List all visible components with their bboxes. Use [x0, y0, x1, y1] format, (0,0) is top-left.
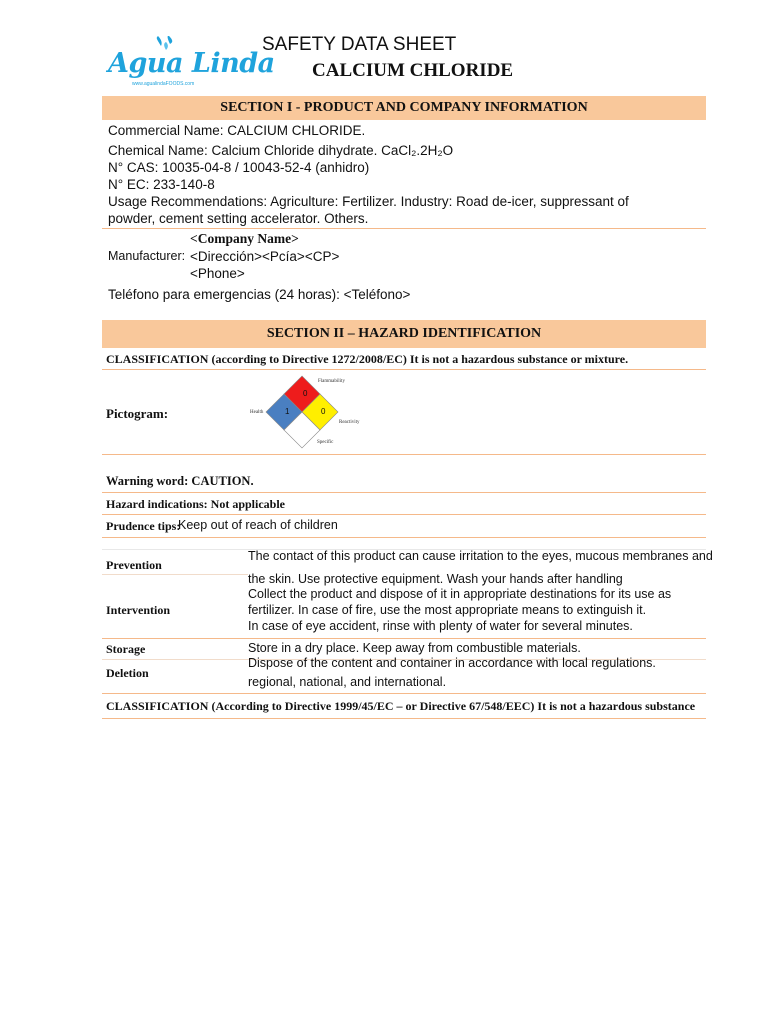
divider	[102, 574, 248, 575]
nfpa-specific-label: Specific	[317, 440, 334, 445]
divider	[102, 718, 706, 719]
chemical-name: Chemical Name: Calcium Chloride dihydrate. CaCl₂.2H₂O	[108, 143, 454, 158]
nfpa-flammability-label: Flammability	[318, 379, 345, 384]
logo-text: Agua Linda	[108, 48, 275, 79]
nfpa-flammability-value: 0	[303, 389, 308, 398]
section1-heading: SECTION I - PRODUCT AND COMPANY INFORMATION	[102, 96, 706, 120]
classification-2: CLASSIFICATION (According to Directive 1999/45/EC – or Directive 67/548/EEC) It is not a hazardous substance	[106, 699, 696, 713]
section2-heading: SECTION II – HAZARD IDENTIFICATION	[102, 320, 706, 348]
prevention-label: Prevention	[106, 558, 162, 572]
usage-line-2: powder, cement setting accelerator. Others.	[108, 211, 369, 226]
company-logo	[106, 36, 275, 92]
warning-word: Warning word: CAUTION.	[106, 474, 254, 488]
ec-number: N° EC: 233-140-8	[108, 177, 215, 192]
prevention-line-2: the skin. Use protective equipment. Wash your hands after handling	[248, 572, 623, 586]
nfpa-health-label: Health	[250, 410, 264, 415]
nfpa-reactivity-label: Reactivity	[339, 420, 360, 425]
intervention-label: Intervention	[106, 603, 170, 617]
logo-subtext: www.agualindaFOODS.com	[132, 81, 195, 87]
company-address: <Dirección><Pcía><CP>	[190, 249, 340, 264]
classification-1: CLASSIFICATION (according to Directive 1272/2008/EC) It is not a hazardous substance or mixture.	[106, 352, 629, 366]
nfpa-health-value: 1	[285, 407, 290, 416]
intervention-line-2: fertilizer. In case of fire, use the most appropriate means to extinguish it.	[248, 603, 647, 617]
commercial-name: Commercial Name: CALCIUM CHLORIDE.	[108, 123, 366, 138]
intervention-line-1: Collect the product and dispose of it in appropriate destinations for its use as	[248, 587, 672, 601]
deletion-line-1: Dispose of the content and container in accordance with local regulations.	[248, 656, 656, 670]
divider	[102, 228, 706, 229]
deletion-line-2: regional, national, and international.	[248, 675, 447, 689]
prudence-value: Keep out of reach of children	[178, 518, 338, 532]
nfpa-diamond	[246, 372, 366, 456]
document-title: SAFETY DATA SHEET	[262, 34, 457, 55]
intervention-line-3: In case of eye accident, rinse with plenty of water for several minutes.	[248, 619, 633, 633]
divider	[102, 454, 706, 455]
divider	[102, 537, 706, 538]
divider	[102, 492, 706, 493]
prevention-line-1: The contact of this product can cause irritation to the eyes, mucous membranes and	[248, 549, 713, 563]
usage-line-1: Usage Recommendations: Agriculture: Fertilizer. Industry: Road de-icer, suppressant of	[108, 194, 629, 209]
product-title: CALCIUM CHLORIDE	[312, 60, 514, 81]
divider	[102, 638, 706, 639]
nfpa-reactivity-value: 0	[321, 407, 326, 416]
storage-value: Store in a dry place. Keep away from combustible materials.	[248, 641, 581, 655]
deletion-label: Deletion	[106, 666, 149, 680]
divider	[102, 514, 706, 515]
storage-label: Storage	[106, 642, 146, 656]
divider	[102, 369, 706, 370]
cas-number: N° CAS: 10035-04-8 / 10043-52-4 (anhidro)	[108, 160, 370, 175]
hazard-indications: Hazard indications: Not applicable	[106, 497, 286, 511]
divider	[102, 693, 706, 694]
pictogram-label: Pictogram:	[106, 406, 169, 421]
company-phone: <Phone>	[190, 266, 245, 281]
manufacturer-label: Manufacturer:	[108, 249, 186, 263]
company-name: <Company Name>	[190, 231, 299, 246]
emergency-phone: Teléfono para emergencias (24 horas): <Teléfono>	[108, 287, 411, 302]
prudence-label: Prudence tips:	[106, 519, 181, 533]
